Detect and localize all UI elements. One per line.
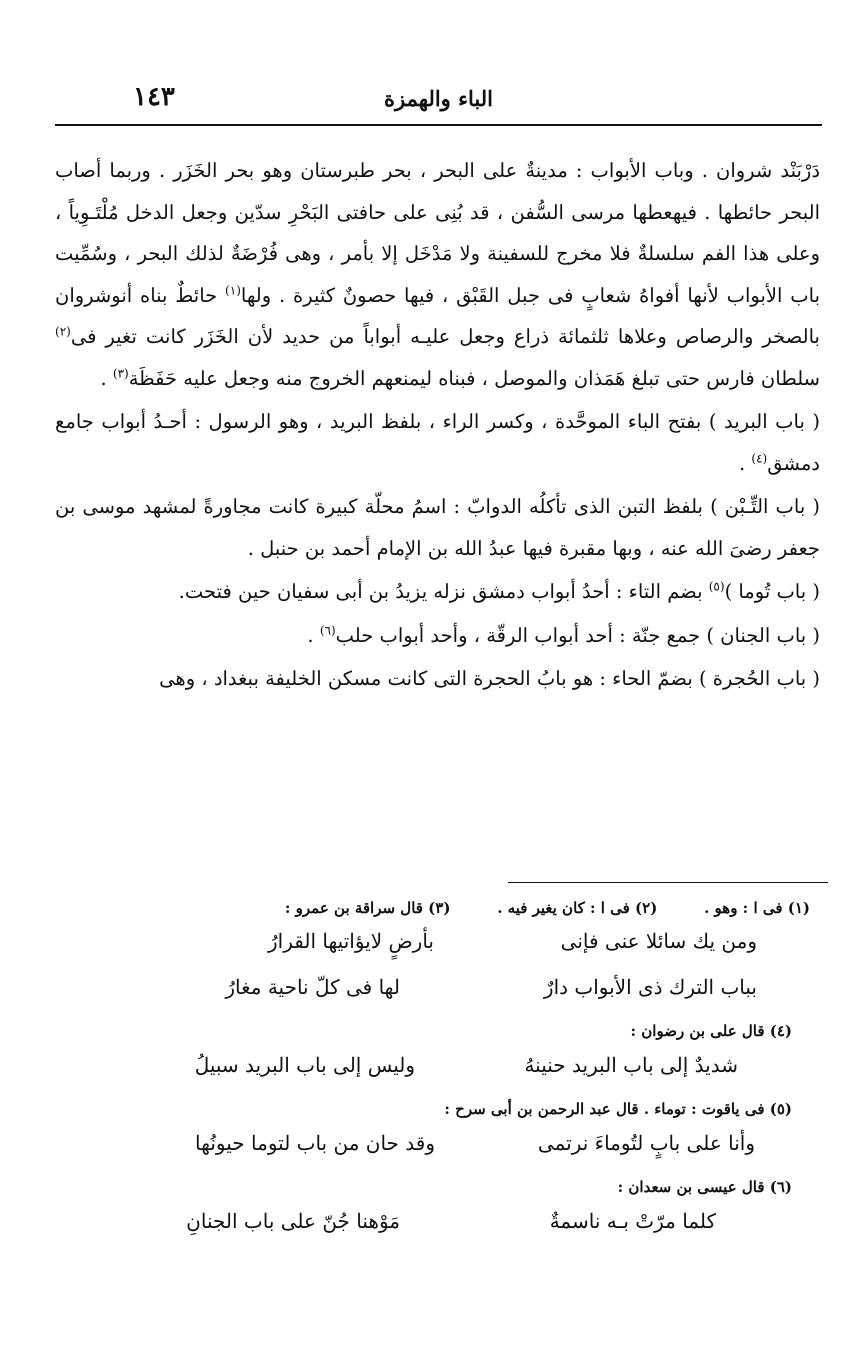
entry-bab-tuma: ( باب تُوما )$^{(٥)}$ بضم التاء : أحدُ أبواب دمشق نزله يزيدُ بن أبى سفيان حين فتحت. <box>178 579 820 603</box>
verse-hemistich: بباب الترك ذى الأبواب دارٌ <box>543 975 757 999</box>
footnote-2: (٢) فى ا : كان يغير فيه . <box>497 899 658 917</box>
footnote-6: (٦) قال عيسى بن سعدان : <box>617 1178 792 1196</box>
page-number: ١٤٣ <box>133 82 175 112</box>
verse-line <box>55 1203 810 1249</box>
footnote-rule <box>508 882 828 883</box>
footnote-3: (٣) قال سراقة بن عمرو : <box>284 899 451 917</box>
verse-hemistich: وأنا على بابٍ لتُوماءَ نرتمى <box>537 1131 755 1155</box>
entry-bab-al-hujra: ( باب الحُجرة ) بضمّ الحاء : هو بابُ الحجرة التى كانت مسكن الخليفة ببغداد ، وهى <box>159 667 820 690</box>
footnote-ref-1: (١) <box>225 283 241 297</box>
entry-bab-al-tibn: ( باب التِّـبْن ) بلفظ التبن الذى تأكلُه الدوابّ : اسمُ محلّة كبيرة كانت مجاورةً لمشهد موسى بن جعفر رضىَ الله عنه ، وبها مقبرة فيها عبدُ الله بن الإمام أحمد بن حنبل . <box>55 495 820 560</box>
running-title: الباء والهمزة <box>384 86 493 111</box>
verse-hemistich: ومن يك سائلا عنى فإنى <box>560 929 757 953</box>
entry-bab-al-barid: ( باب البريد ) بفتح الباء الموحَّدة ، وكسر الراء ، بلفظ البريد ، وهو الرسول : أحـدُ أبواب جامع دمشق$^{(٤)}$ . <box>55 410 820 475</box>
verse-hemistich: وليس إلى باب البريد سبيلُ <box>194 1053 415 1077</box>
main-text <box>55 150 820 700</box>
verse-hemistich: لها فى كلّ ناحية مغارُ <box>225 975 400 999</box>
verse-hemistich: وقد حان من باب لتوما حيونُها <box>195 1131 435 1155</box>
footnote-1: (١) فى ا : وهو . <box>704 899 810 917</box>
verse-line <box>55 923 810 969</box>
verse-hemistich: شديدٌ إلى باب البريد حنينهُ <box>524 1053 738 1077</box>
page-header <box>55 82 822 122</box>
footnote-ref-5: (٥) <box>708 579 725 594</box>
footnote-ref-2: (٢) <box>55 324 71 339</box>
verse-line <box>55 1047 810 1093</box>
entry-bab-al-jinan: ( باب الجنان ) جمع جنّة : أحد أبواب الرقّة ، وأحد أبواب حلب$^{(٦)}$ . <box>307 623 820 647</box>
verse-line <box>55 969 810 1015</box>
footnote-ref-3: (٣) <box>112 366 129 380</box>
header-rule <box>55 124 822 126</box>
footnote-ref-4: (٤) <box>751 451 768 465</box>
verse-hemistich: مَوْهنا جُنّ على باب الجنانِ <box>186 1209 400 1233</box>
verse-hemistich: كلما مرّتْ بـه ناسمةٌ <box>549 1209 716 1233</box>
paragraph-bab-al-abwab: دَرْبَنْد شروان . وباب الأبواب : مدينةٌ على البحر ، بحر طبرستان وهو بحر الخَزَر . وربما أصاب البحر حائطها . فيهعطها مرسى السُّفن ، قد بُنِى على حافتى البَحْرِ سدّين وجعل الدخل مُلْتَـوِياً ، وعلى هذا الفم سلسلةٌ فلا مخرج للسفينة ولا مَدْخَل إلا بأمر ، وهى فُرْضَةٌ لذلك البحر ، وسُمِّيت باب الأبواب لأنها أفواهُ شعابٍ فى جبل القَبْق ، فيها حصونٌ كثيرة . ولها$^{(١)}$ حائطٌ بناه أنوشروان بالصخر والرصاص وعلاها ثلثمائة ذراع وجعل عليـه أبواباً من حديد لأن الخَزَر كانت تغير فى$^{(٢)}$ سلطان فارس حتى تبلغ هَمَذان والموصل ، فبناه ليمنعهم الخروج منه وجعل عليه حَفَظَة$^{(٣)}$ . <box>55 159 821 390</box>
footnote-5: (٥) فى ياقوت : توماء . قال عبد الرحمن بن أبى سرح : <box>444 1100 792 1118</box>
footnote-4: (٤) قال على بن رضوان : <box>630 1022 792 1040</box>
verse-hemistich: بأرضٍ لايؤاتيها القرارُ <box>267 929 434 953</box>
footnote-line-1 <box>55 893 810 923</box>
footnotes <box>55 893 810 1249</box>
verse-line <box>55 1125 810 1171</box>
footnote-ref-6: (٦) <box>319 623 336 637</box>
